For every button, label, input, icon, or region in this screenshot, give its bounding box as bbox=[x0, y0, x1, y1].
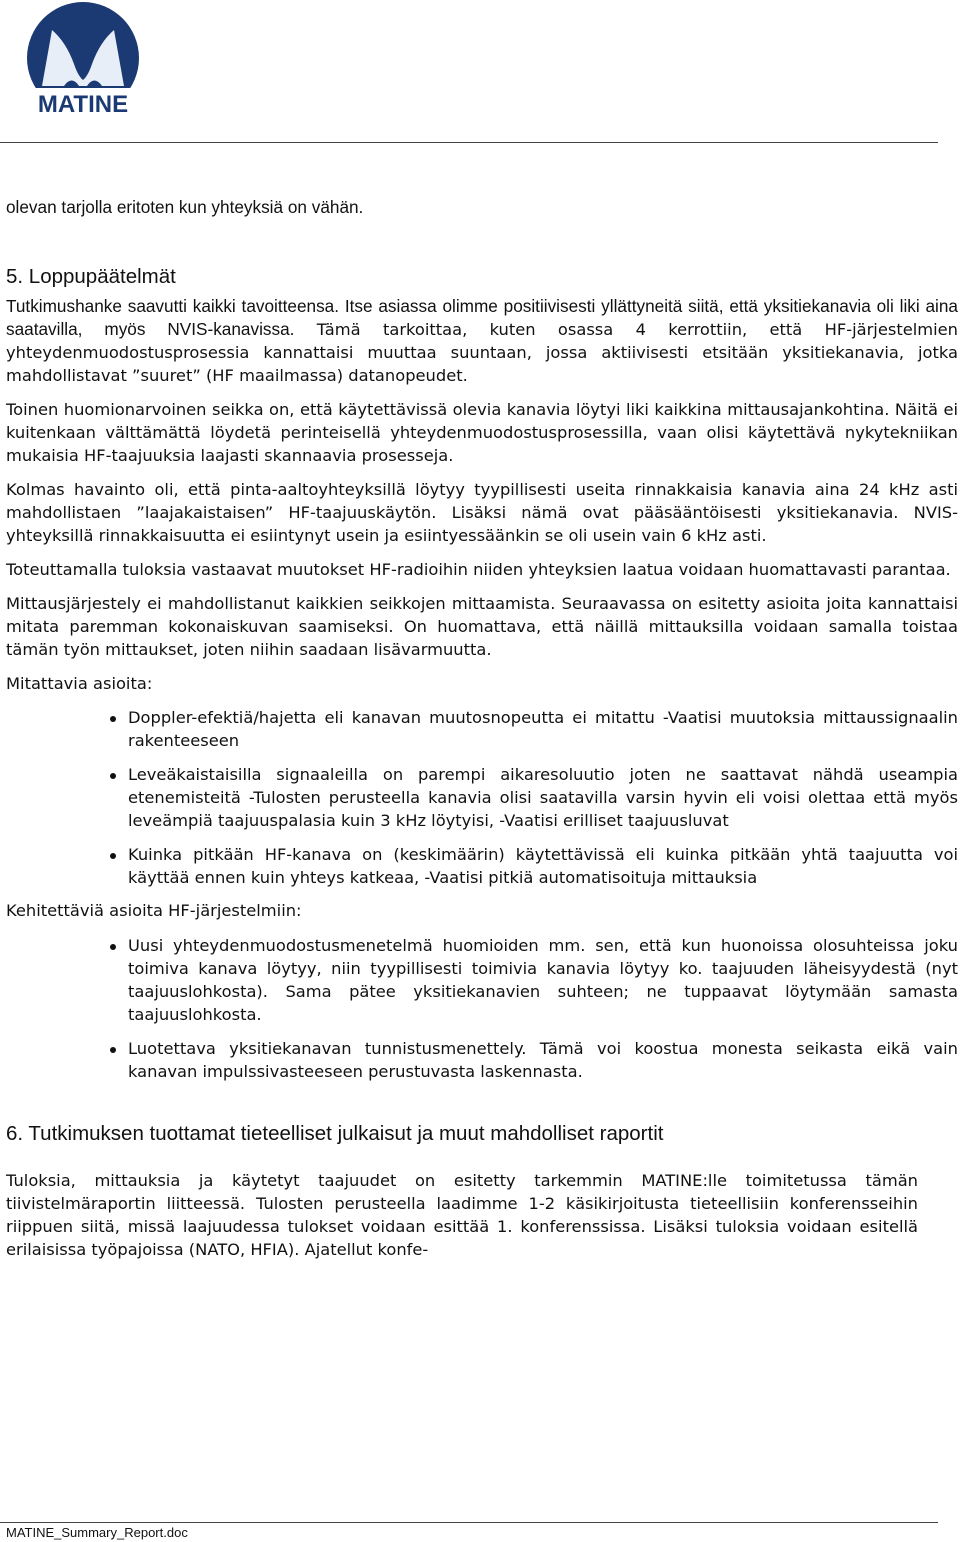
list-item-text: Luotettava yksitiekanavan tunnistusmenettely. Tämä voi koostua monesta seikasta eikä vain kanavan impulssivasteeseen perustuvasta laskennasta. bbox=[128, 1039, 958, 1081]
list-item-text: Doppler-efektiä/hajetta eli kanavan muutosnopeutta ei mitattu -Vaatisi muutoksia mittaussignaalin rakenteeseen bbox=[128, 708, 958, 750]
paragraph-conclusions-part1: Tutkimushanke saavutti kaikki tavoitteensa. Itse asiassa olimme positiivisesti yllättyneitä siitä, että yksitiekanavia oli liki aina saatavilla, myös NVIS-kanavissa. bbox=[6, 296, 958, 339]
list-item bbox=[6, 706, 958, 752]
paragraph-conclusions bbox=[6, 295, 958, 387]
footer-divider bbox=[0, 1522, 938, 1523]
bullet-icon bbox=[110, 944, 116, 950]
list-item-text: Leveäkaistaisilla signaaleilla on parempi aikaresoluutio joten ne saattavat nähdä useampia etenemisteitä -Tulosten perusteella kanavia olisi saatavilla varsin hyvin eli voisi olettaa että myös leveämpiä taajuuspalasia kuin 3 kHz löytyisi, -Vaatisi erilliset taajuusluvat bbox=[128, 765, 958, 830]
page-header bbox=[0, 0, 960, 145]
section-6-heading: 6. Tutkimuksen tuottamat tieteelliset julkaisut ja muut mahdolliset raportit bbox=[6, 1122, 664, 1145]
paragraph-improvements: Toteuttamalla tuloksia vastaavat muutokset HF-radioihin niiden yhteyksien laatua voidaan huomattavasti parantaa. bbox=[6, 560, 951, 579]
paragraph-intro: olevan tarjolla eritoten kun yhteyksiä on vähän. bbox=[6, 197, 364, 217]
list-item-text: Kuinka pitkään HF-kanava on (keskimäärin) käytettävissä eli kuinka pitkään yhtä taajuutta voi käyttää ennen kuin yhteys katkeaa, -Vaatisi pitkiä automatisoituja mittauksia bbox=[128, 845, 958, 887]
list-item bbox=[6, 1037, 958, 1083]
bullet-icon bbox=[110, 773, 116, 779]
list-measurables bbox=[6, 706, 958, 889]
list-item-text: Uusi yhteydenmuodostusmenetelmä huomioiden mm. sen, että kun huonoissa olosuhteissa joku toimiva kanava löytyy, niin tyypillisesti toimivia kanavia löytyy ko. taajuuden läheisyydestä (nyt taajuuslohkosta). Sama pätee yksitiekanavien suhteen; ne tuppaavat löytymään samasta taajuuslohkosta. bbox=[128, 936, 958, 1024]
bullet-icon bbox=[110, 853, 116, 859]
paragraph-second-finding: Toinen huomionarvoinen seikka on, että käytettävissä olevia kanavia löytyi liki kaikkina mittausajankohtina. Näitä ei kuitenkaan välttämättä löydetä perinteisellä yhteydenmuodostusprosessilla, vaan olisi käytettävä nykytekniikan mukaisia HF-taajuuksia laajasti skannaavia prosesseja. bbox=[6, 400, 958, 465]
matine-logo bbox=[22, 2, 144, 120]
list-item bbox=[6, 934, 958, 1026]
footer-filename: MATINE_Summary_Report.doc bbox=[6, 1525, 188, 1540]
list-item bbox=[6, 763, 958, 832]
list-developments bbox=[6, 934, 958, 1083]
paragraph-measurement-limits: Mittausjärjestely ei mahdollistanut kaikkien seikkojen mittaamista. Seuraavassa on esitetty asioita joita kannattaisi mitata paremman kokonaiskuvan saamiseksi. On huomattava, että näillä mittauksilla voidaan samalla toistaa tämän työn mittaukset, joten niihin saadaan lisävarmuutta. bbox=[6, 594, 958, 659]
bullet-icon bbox=[110, 716, 116, 722]
section-5-heading: 5. Loppupäätelmät bbox=[6, 265, 176, 288]
paragraph-publications: Tuloksia, mittauksia ja käytetyt taajuudet on esitetty tarkemmin MATINE:lle toimitetussa tämän tiivistelmäraportin liitteessä. Tulosten perusteella laadimme 1-2 käsikirjoitusta tieteellisiin konferensseihin riippuen siitä, missä laajuudessa tulokset voidaan esittää 1. konferenssissa. Lisäksi tuloksia voidaan esitellä erilaisissa työpajoissa (NATO, HFIA). Ajatellut konfe- bbox=[6, 1171, 918, 1259]
list-heading-measurables: Mitattavia asioita: bbox=[6, 674, 153, 693]
paragraph-third-finding: Kolmas havainto oli, että pinta-aaltoyhteyksillä löytyy tyypillisesti useita rinnakkaisia kanavia aina 24 kHz asti mahdollistaen ”laajakaistaisen” HF-taajuuskäytön. Lisäksi nämä ovat pääsääntöisesti yksitiekanavia. NVIS-yhteyksillä rinnakkaisuutta ei esiintynyt usein ja esiintyessäänkin se oli usein vain 6 kHz asti. bbox=[6, 480, 958, 545]
header-divider bbox=[0, 142, 938, 143]
list-item bbox=[6, 843, 958, 889]
bullet-icon bbox=[110, 1047, 116, 1053]
list-heading-developments: Kehitettäviä asioita HF-järjestelmiin: bbox=[6, 901, 302, 920]
logo-text: MATINE bbox=[37, 91, 129, 118]
document-body bbox=[6, 196, 958, 1261]
paragraph-conclusions-part2: Tämä tarkoittaa, kuten osassa 4 kerrottiin, että HF-järjestelmien yhteydenmuodostusprosessia kannattaisi muuttaa suuntaan, jossa aktiivisesti etsitään yksitiekanavia, jotka mahdollistavat ”suuret” (HF maailmassa) datanopeudet. bbox=[6, 320, 958, 385]
